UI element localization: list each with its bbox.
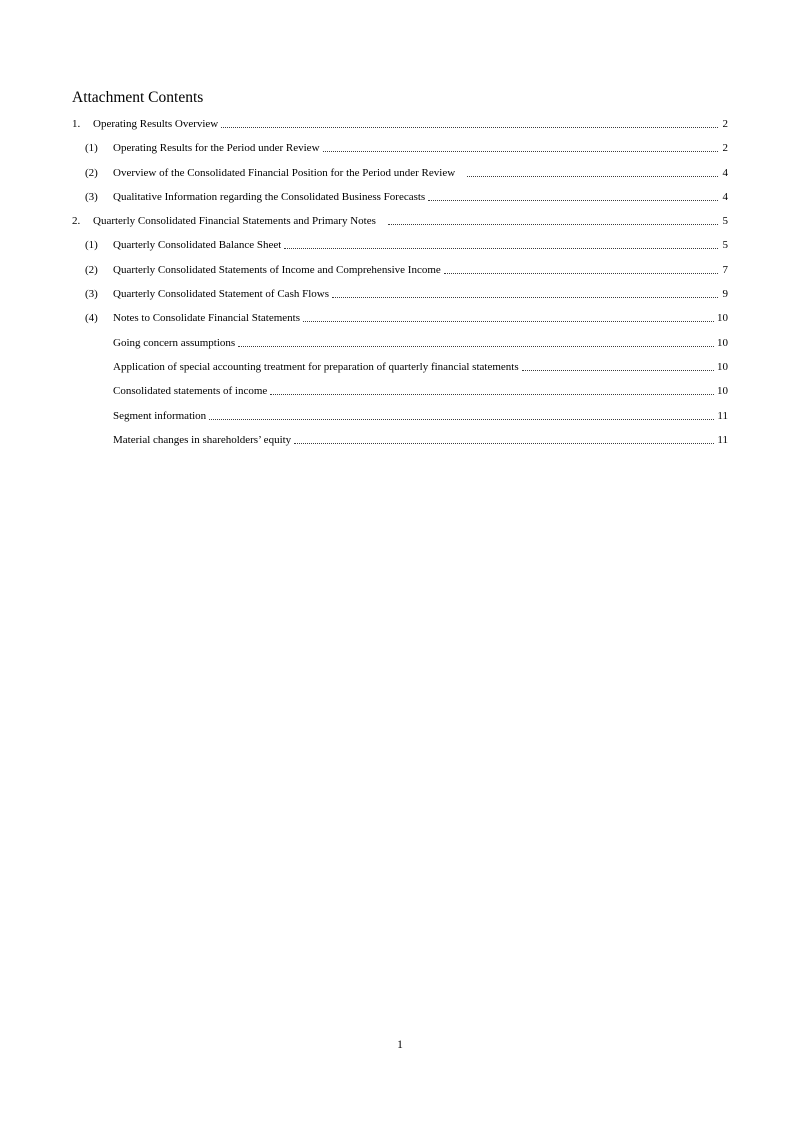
dot-leader — [221, 127, 718, 128]
dot-leader — [467, 176, 718, 177]
toc-entry-page: 10 — [717, 360, 728, 373]
toc-entry-page: 2 — [722, 142, 728, 155]
toc-entry-label: Quarterly Consolidated Statements of Income and Comprehensive Income — [113, 263, 441, 276]
toc-entry-label: Going concern assumptions — [113, 336, 236, 349]
toc-entry — [72, 191, 728, 203]
toc-entry — [72, 410, 728, 422]
toc-entry-page: 7 — [722, 263, 728, 276]
toc-entry-page: 11 — [717, 409, 728, 422]
toc-entry-label: Notes to Consolidate Financial Statements — [113, 312, 300, 325]
toc-entry — [72, 142, 728, 154]
toc-entry-page: 10 — [717, 385, 728, 398]
toc-entry-label: Quarterly Consolidated Statement of Cash Flows — [113, 288, 329, 301]
table-of-contents — [72, 118, 728, 446]
toc-entry-number: (3) — [85, 288, 98, 301]
toc-entry — [72, 434, 728, 446]
toc-entry-page: 11 — [717, 433, 728, 446]
toc-entry — [72, 337, 728, 349]
dot-leader — [238, 346, 714, 347]
toc-entry-page: 10 — [717, 312, 728, 325]
dot-leader — [388, 224, 718, 225]
toc-entry-label: Material changes in shareholders’ equity — [113, 433, 292, 446]
dot-leader — [428, 200, 718, 201]
toc-entry — [72, 118, 728, 130]
toc-entry-label: Qualitative Information regarding the Consolidated Business Forecasts — [113, 190, 426, 203]
toc-entry-page: 10 — [717, 336, 728, 349]
toc-entry — [72, 361, 728, 373]
toc-entry-number: (1) — [85, 142, 98, 155]
toc-entry — [72, 312, 728, 324]
dot-leader — [323, 151, 718, 152]
toc-entry-number: (3) — [85, 190, 98, 203]
toc-entry — [72, 167, 728, 179]
toc-entry-number: (2) — [85, 166, 98, 179]
dot-leader — [444, 273, 718, 274]
toc-entry-label: Application of special accounting treatment for preparation of quarterly financial statements — [113, 360, 519, 373]
toc-entry-number: (1) — [85, 239, 98, 252]
toc-entry-page: 4 — [722, 190, 728, 203]
toc-entry-page: 2 — [722, 118, 728, 130]
dot-leader — [522, 370, 714, 371]
toc-entry — [72, 288, 728, 300]
toc-entry-page: 4 — [722, 166, 728, 179]
toc-entry — [72, 264, 728, 276]
dot-leader — [270, 394, 714, 395]
toc-entry — [72, 385, 728, 397]
toc-entry-label: Quarterly Consolidated Balance Sheet — [113, 239, 282, 252]
toc-entry — [72, 215, 728, 227]
toc-entry-page: 9 — [722, 288, 728, 301]
toc-entry-number: 2. — [72, 215, 81, 228]
toc-entry-number: (4) — [85, 312, 98, 325]
dot-leader — [303, 321, 714, 322]
toc-entry — [72, 239, 728, 251]
dot-leader — [332, 297, 718, 298]
toc-entry-label: Quarterly Consolidated Financial Statements and Primary Notes — [93, 215, 376, 228]
toc-entry-number: 1. — [72, 118, 81, 130]
dot-leader — [284, 248, 718, 249]
toc-entry-page: 5 — [722, 215, 728, 228]
dot-leader — [294, 443, 714, 444]
toc-entry-label: Overview of the Consolidated Financial Position for the Period under Review — [113, 166, 456, 179]
toc-entry-label: Operating Results Overview — [93, 118, 219, 130]
dot-leader — [209, 419, 714, 420]
document-title: Attachment Contents — [72, 89, 204, 106]
toc-entry-label: Consolidated statements of income — [113, 385, 268, 398]
toc-entry-page: 5 — [722, 239, 728, 252]
toc-entry-number: (2) — [85, 263, 98, 276]
toc-entry-label: Segment information — [113, 409, 207, 422]
footer-page-number: 1 — [397, 1039, 403, 1051]
toc-entry-label: Operating Results for the Period under Review — [113, 142, 320, 155]
